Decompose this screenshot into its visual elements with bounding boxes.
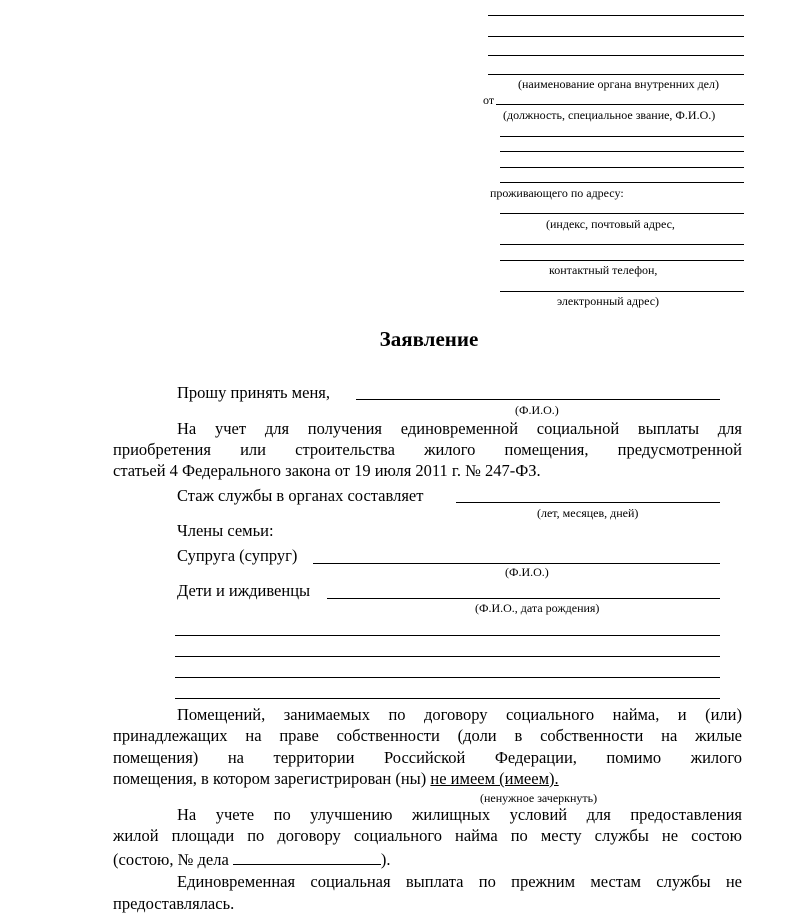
position-line-2[interactable] [500,151,744,152]
premises-line-4-prefix: помещения, в котором зарегистрирован (ны) [113,769,431,788]
residing-label: проживающего по адресу: [490,186,624,200]
purpose-line-1: На учет для получения единовременной социальной выплаты для [177,419,742,438]
case-number-field[interactable] [233,849,381,865]
request-name-line[interactable] [356,399,720,400]
authority-line-1[interactable] [488,15,744,16]
spouse-line[interactable] [313,563,720,564]
children-caption: (Ф.И.О., дата рождения) [475,601,600,615]
children-line[interactable] [327,598,720,599]
document-title: Заявление [379,327,479,351]
service-caption: (лет, месяцев, дней) [537,506,639,520]
spouse-caption: (Ф.И.О.) [505,565,549,579]
spouse-label: Супруга (супруг) [177,546,298,565]
purpose-line-3: статьей 4 Федерального закона от 19 июля 2011 г. № 247-ФЗ. [113,461,541,480]
email-caption: электронный адрес) [557,294,660,308]
housing-line-3-prefix: (состою, № дела [113,850,233,869]
phone-line[interactable] [500,260,744,261]
family-label: Члены семьи: [177,521,274,540]
premises-line-3: помещения) на территории Российской Федерации, помимо жилого [113,748,742,767]
address-line-1[interactable] [500,213,744,214]
position-line-1[interactable] [500,136,744,137]
email-line[interactable] [500,291,744,292]
premises-caption: (ненужное зачеркнуть) [480,791,598,805]
payment-line-2: предоставлялась. [113,894,235,913]
children-extra-line-3[interactable] [175,677,720,678]
position-line-3[interactable] [500,167,744,168]
phone-caption: контактный телефон, [549,263,658,277]
housing-line-2: жилой площади по договору социального найма по месту службы не состою [113,826,742,845]
authority-line-4[interactable] [488,74,744,75]
children-extra-line-4[interactable] [175,698,720,699]
position-caption: (должность, специальное звание, Ф.И.О.) [503,108,716,122]
service-line[interactable] [456,502,720,503]
from-label: от [483,93,495,107]
premises-line-4 [113,769,559,789]
housing-line-1: На учете по улучшению жилищных условий для предоставления [177,805,742,824]
address-caption: (индекс, почтовый адрес, [546,217,675,231]
premises-line-1: Помещений, занимаемых по договору социального найма, и (или) [177,705,742,724]
children-extra-line-1[interactable] [175,635,720,636]
premises-choice[interactable]: не имеем (имеем). [430,769,559,788]
position-line-4[interactable] [500,182,744,183]
housing-line-3-suffix: ). [380,850,391,869]
authority-caption: (наименование органа внутренних дел) [518,77,719,91]
authority-line-2[interactable] [488,36,744,37]
service-label: Стаж службы в органах составляет [177,486,424,505]
children-label: Дети и иждивенцы [177,581,311,600]
from-line[interactable] [496,104,744,105]
authority-line-3[interactable] [488,55,744,56]
children-extra-line-2[interactable] [175,656,720,657]
housing-line-3 [113,849,391,870]
request-label: Прошу принять меня, [177,383,330,402]
purpose-line-2: приобретения или строительства жилого помещения, предусмотренной [113,440,742,459]
request-caption: (Ф.И.О.) [515,403,559,417]
payment-line-1: Единовременная социальная выплата по прежним местам службы не [177,872,742,891]
address-line-2[interactable] [500,244,744,245]
premises-line-2: принадлежащих на праве собственности (доли в собственности на жилые [113,726,742,745]
